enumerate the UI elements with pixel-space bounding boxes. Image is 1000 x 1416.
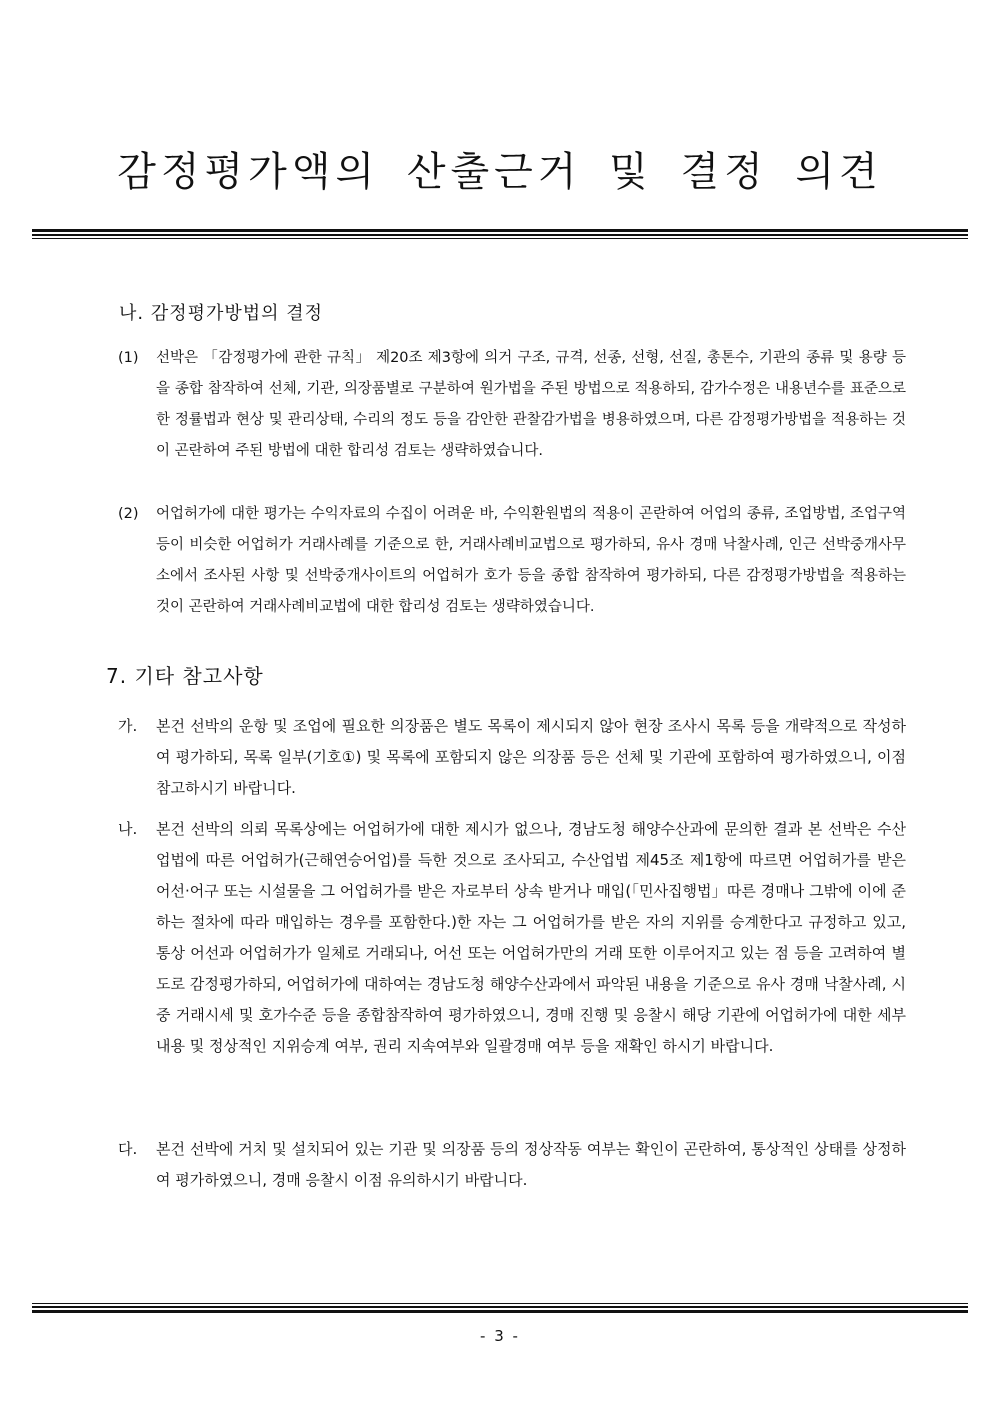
item-text: 어업허가에 대한 평가는 수익자료의 수집이 어려운 바, 수익환원법의 적용이 곤란하여 어업의 종류, 조업방법, 조업구역 등이 비슷한 어업허가 거래사례를 기준으로 한, 거래사례비교법으로 평가하되, 유사 경매 낙찰사례, 인근 선박중개사무소에서 조사된 사항 및 선박중개사이트의 어업허가 호가 등을 종합 참작하여 평가하되, 다른 감정평가방법을 적용하는 것이 곤란하여 거래사례비교법에 대한 합리성 검토는 생략하였습니다. bbox=[156, 506, 906, 615]
page-title: 감정평가액의 산출근거 및 결정 의견 bbox=[117, 149, 883, 195]
list-item bbox=[118, 814, 906, 1062]
bottom-divider bbox=[32, 1303, 968, 1313]
item-text: 본건 선박의 운항 및 조업에 필요한 의장품은 별도 목록이 제시되지 않아 현장 조사시 목록 등을 개략적으로 작성하여 평가하되, 목록 일부(기호①) 및 목록에 포함되지 않은 의장품 등은 선체 및 기관에 포함하여 평가하였으니, 이점 참고하시기 바랍니다. bbox=[156, 717, 906, 797]
item-marker: 나. bbox=[118, 820, 138, 838]
section-heading-other-notes: 7. 기타 참고사항 bbox=[106, 664, 264, 688]
list-item bbox=[118, 711, 906, 804]
page-number: - 3 - bbox=[480, 1327, 520, 1345]
item-marker: 다. bbox=[118, 1140, 138, 1158]
list-item bbox=[118, 1134, 906, 1196]
item-marker: (2) bbox=[118, 506, 139, 522]
list-item bbox=[118, 343, 906, 467]
item-text: 선박은 「감정평가에 관한 규칙」 제20조 제3항에 의거 구조, 규격, 선종, 선형, 선질, 총톤수, 기관의 종류 및 용량 등을 종합 참작하여 선체, 기관, 의장품별로 구분하여 원가법을 주된 방법으로 적용하되, 감가수정은 내용년수를 표준으로한 정률법과 현상 및 관리상태, 수리의 정도 등을 감안한 관찰감가법을 병용하였으며, 다른 감정평가방법을 적용하는 것이 곤란하여 주된 방법에 대한 합리성 검토는 생략하였습니다. bbox=[156, 350, 906, 459]
top-divider bbox=[32, 229, 968, 239]
item-marker: 가. bbox=[118, 717, 138, 735]
list-item bbox=[118, 499, 906, 623]
item-marker: (1) bbox=[118, 350, 139, 366]
item-text: 본건 선박에 거치 및 설치되어 있는 기관 및 의장품 등의 정상작동 여부는 확인이 곤란하여, 통상적인 상태를 상정하여 평가하였으니, 경매 응찰시 이점 유의하시기 바랍니다. bbox=[156, 1140, 906, 1189]
section-heading-evaluation-method: 나. 감정평가방법의 결정 bbox=[119, 303, 324, 324]
item-text: 본건 선박의 의뢰 목록상에는 어업허가에 대한 제시가 없으나, 경남도청 해양수산과에 문의한 결과 본 선박은 수산업법에 따른 어업허가(근해연승어업)를 득한 것으로 조사되고, 수산업법 제45조 제1항에 따르면 어업허가를 받은 어선·어구 또는 시설물을 그 어업허가를 받은 자로부터 상속 받거나 매입(「민사집행법」따른 경매나 그밖에 이에 준하는 절차에 따라 매입하는 경우를 포함한다.)한 자는 그 어업허가를 받은 자의 지위를 승계한다고 규정하고 있고, 통상 어선과 어업허가가 일체로 거래되나, 어선 또는 어업허가만의 거래 또한 이루어지고 있는 점 등을 고려하여 별도로 감정평가하되, 어업허가에 대하여는 경남도청 해양수산과에서 파악된 내용을 기준으로 유사 경매 낙찰사례, 시중 거래시세 및 호가수준 등을 종합참작하여 평가하였으니, 경매 진행 및 응찰시 해당 기관에 어업허가에 대한 세부내용 및 정상적인 지위승계 여부, 권리 지속여부와 일괄경매 여부 등을 재확인 하시기 바랍니다. bbox=[156, 820, 906, 1055]
